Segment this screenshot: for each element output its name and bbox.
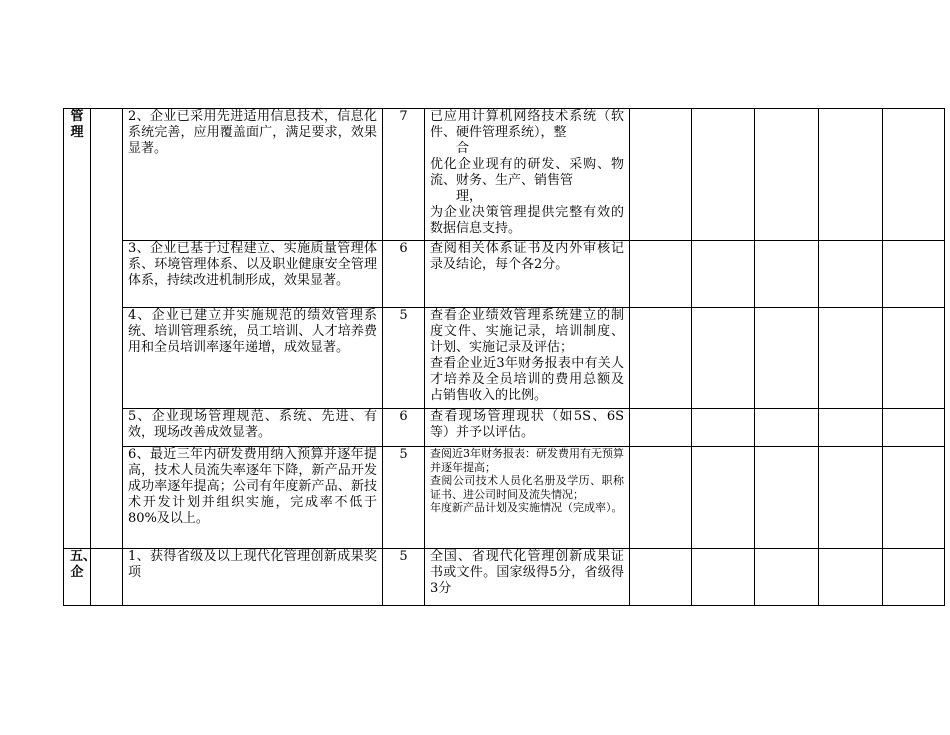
blank-cell	[883, 447, 945, 549]
method-cell	[425, 549, 630, 606]
blank-cell	[692, 109, 755, 241]
blank-cell	[819, 308, 883, 409]
table-row	[64, 447, 945, 549]
score-cell: 7	[383, 109, 425, 241]
blank-cell	[883, 308, 945, 409]
method-line: 年度新产品计划及实施情况（完成率）。	[430, 501, 623, 515]
blank-cell	[819, 409, 883, 447]
method-cell	[425, 447, 630, 549]
category-cell	[64, 109, 91, 549]
blank-cell	[819, 447, 883, 549]
method-line: 全国、省现代化管理创新成果证书或文件。国家级得5分，省级得3分	[430, 549, 624, 596]
blank-cell	[755, 308, 819, 409]
method-line: 已应用计算机网络技术系统（软件、硬件管理系统），整	[430, 109, 624, 140]
blank-cell	[755, 409, 819, 447]
category-cell	[64, 549, 97, 606]
method-line: 查阅公司技术人员化名册及学历、职称证书、进公司时间及流失情况；	[430, 474, 624, 501]
blank-cell	[692, 308, 755, 409]
blank-cell	[630, 241, 692, 308]
blank-cell	[819, 241, 883, 308]
method-line: 查阅近3年财务报表：研发费用有无预算并逐年提高；	[430, 447, 624, 474]
blank-cell	[755, 109, 819, 241]
method-line: 为企业决策管理提供完整有效的数据信息支持。	[430, 205, 624, 236]
table-row	[64, 308, 945, 409]
table-row	[64, 409, 945, 447]
blank-cell	[692, 241, 755, 308]
method-line: 合	[456, 141, 470, 156]
evaluation-table	[63, 108, 945, 606]
method-line: 查看现场管理现状（如5S、6S等）并予以评估。	[430, 409, 624, 440]
blank-cell	[819, 549, 883, 606]
requirement-cell: 1、获得省级及以上现代化管理创新成果奖项	[123, 549, 383, 606]
blank-cell	[819, 109, 883, 241]
method-line: 查看企业近3年财务报表中有关人才培养及全员培训的费用总额及占销售收入的比例。	[430, 356, 624, 403]
score-cell: 6	[383, 241, 425, 308]
score-cell: 5	[383, 447, 425, 549]
method-cell	[425, 241, 630, 308]
blank-cell	[692, 549, 755, 606]
requirement-cell: 6、最近三年内研发费用纳入预算并逐年提高，技术人员流失率逐年下降，新产品开发成功率逐年提高；公司有年度新产品、新技术开发计划并组织实施，完成率不低于80%及以上。	[123, 447, 383, 549]
blank-cell	[630, 109, 692, 241]
method-cell	[425, 109, 630, 241]
requirement-cell: 4、企业已建立并实施规范的绩效管理系统、培训管理系统，员工培训、人才培养费用和全员培训率逐年递增，成效显著。	[123, 308, 383, 409]
blank-cell	[755, 241, 819, 308]
score-cell: 5	[383, 549, 425, 606]
method-cell	[425, 409, 630, 447]
table-row	[64, 109, 945, 241]
requirement-cell: 2、企业已采用先进适用信息技术，信息化系统完善，应用覆盖面广，满足要求，效果显著。	[123, 109, 383, 241]
table-row	[64, 241, 945, 308]
blank-cell	[755, 447, 819, 549]
blank-cell	[630, 409, 692, 447]
blank-cell	[883, 409, 945, 447]
method-line: 优化企业现有的研发、采购、物流、财务、生产、销售管	[430, 157, 624, 188]
subcategory-cell	[91, 109, 123, 549]
category-label: 管理	[70, 109, 84, 140]
blank-cell	[883, 109, 945, 241]
blank-cell	[692, 447, 755, 549]
blank-cell	[630, 549, 692, 606]
requirement-cell: 3、企业已基于过程建立、实施质量管理体系、环境管理体系、以及职业健康安全管理体系，持续改进机制形成，效果显著。	[123, 241, 383, 308]
blank-cell	[883, 241, 945, 308]
requirement-cell: 5、企业现场管理规范、系统、先进、有效，现场改善成效显著。	[123, 409, 383, 447]
blank-cell	[883, 549, 945, 606]
blank-cell	[755, 549, 819, 606]
method-line: 查看企业绩效管理系统建立的制度文件、实施记录，培训制度、计划、实施记录及评估；	[430, 308, 624, 355]
blank-cell	[630, 447, 692, 549]
category-label: 五、企	[70, 549, 97, 580]
table-row	[64, 549, 945, 606]
method-line: 查阅相关体系证书及内外审核记录及结论，每个各2分。	[430, 241, 624, 272]
blank-cell	[630, 308, 692, 409]
method-cell	[425, 308, 630, 409]
score-cell: 6	[383, 409, 425, 447]
blank-cell	[692, 409, 755, 447]
method-line: 理，	[456, 189, 483, 204]
score-cell: 5	[383, 308, 425, 409]
